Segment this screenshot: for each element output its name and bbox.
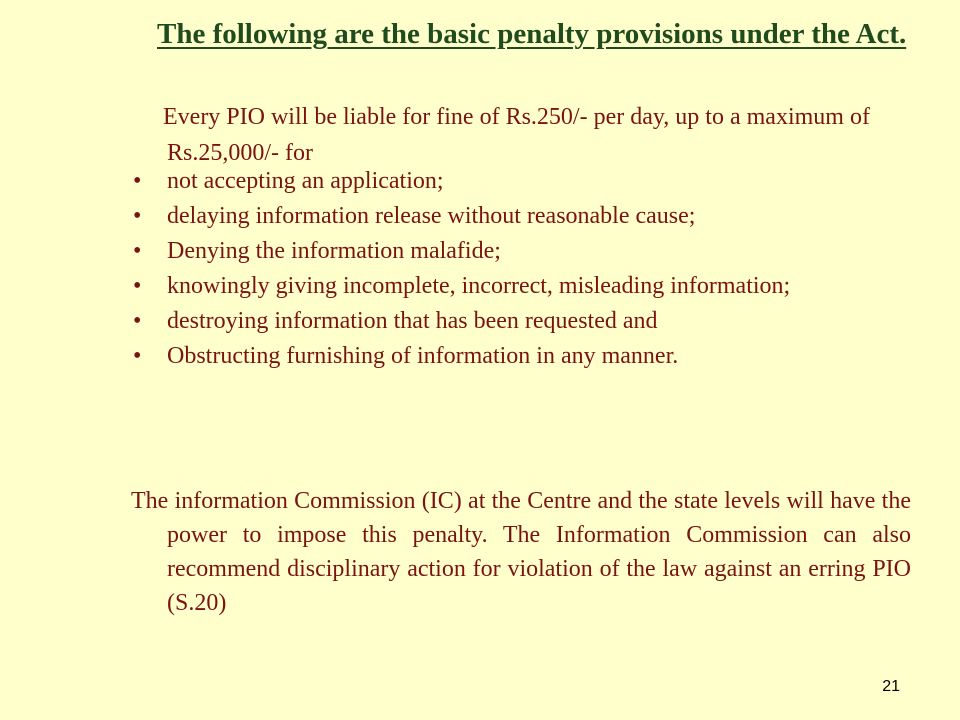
closing-paragraph: The information Commission (IC) at the Centre and the state levels will have the power to impose this penalty. The Information Commission can also recommend disciplinary action for violation of the law against an erring PIO (S.20): [131, 488, 911, 616]
list-item-text: delaying information release without reasonable cause;: [167, 203, 696, 229]
list-item-text: not accepting an application;: [167, 168, 444, 194]
list-item: [131, 341, 911, 372]
slide-heading: The following are the basic penalty provisions under the Act.: [157, 18, 907, 50]
list-item: [131, 166, 911, 197]
page-number: 21: [882, 678, 900, 695]
list-item: [131, 201, 911, 232]
bullet-icon: •: [133, 308, 142, 334]
bullet-icon: •: [133, 203, 142, 229]
list-item: [131, 236, 911, 267]
list-item-text: Denying the information malafide;: [167, 238, 501, 264]
intro-paragraph: Every PIO will be liable for fine of Rs.250/- per day, up to a maximum of Rs.25,000/- for: [163, 104, 870, 166]
list-item-text: Obstructing furnishing of information in any manner.: [167, 343, 679, 369]
list-item-text: knowingly giving incomplete, incorrect, misleading information;: [167, 273, 791, 299]
list-item: [131, 271, 911, 302]
bullet-icon: •: [133, 238, 142, 264]
bullet-icon: •: [133, 168, 142, 194]
bullet-icon: •: [133, 343, 142, 369]
list-item: [131, 306, 911, 337]
bullet-icon: •: [133, 273, 142, 299]
penalty-list: [131, 166, 911, 376]
list-item-text: destroying information that has been requested and: [167, 308, 658, 334]
